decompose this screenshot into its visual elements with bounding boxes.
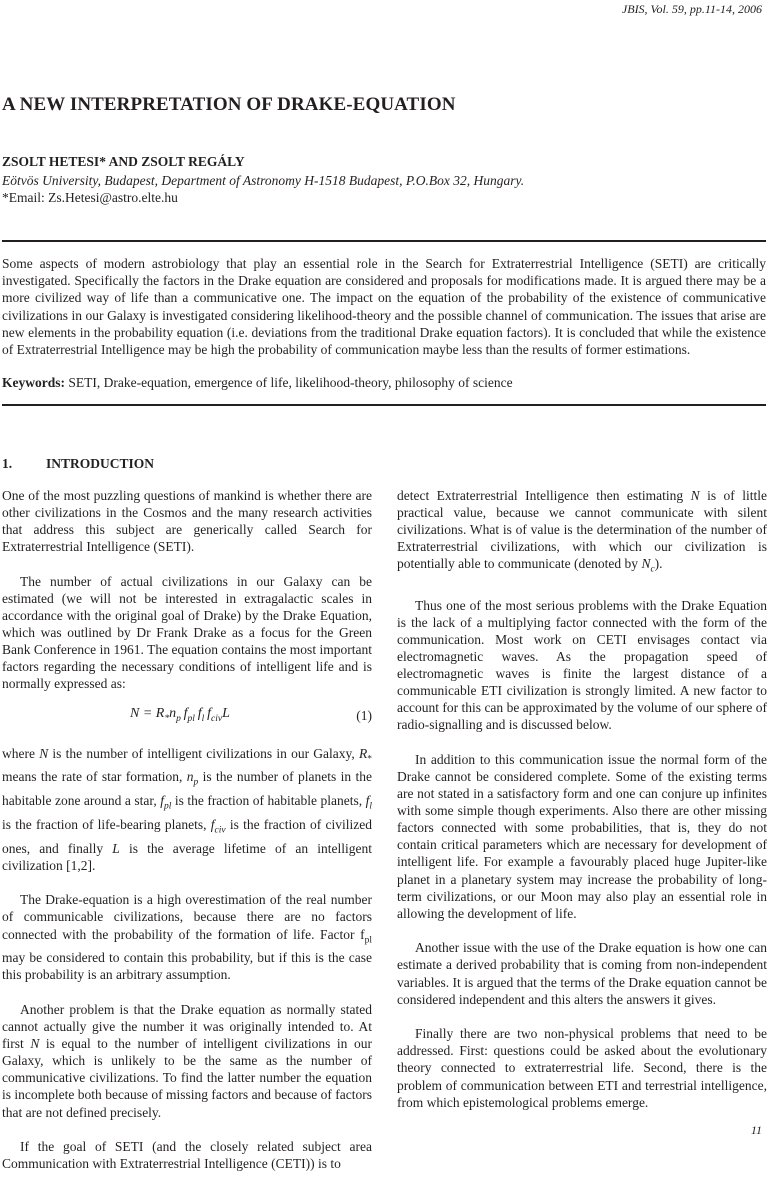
paragraph: Another problem is that the Drake equation as normally stated cannot actually give the number it was originally intended to. At first N is equal to the number of intelligent civilizations in our Galaxy, which is unlikely to be the same as the number of communicative civilizations. To find the latter number the equation is incomplete both because of missing factors and because of factors that are not defined precisely.: [2, 1002, 373, 1120]
right-column: [397, 487, 767, 1128]
paragraph: If the goal of SETI (and the closely related subject area Communication with Extraterrestrial Intelligence (CETI)) is to: [2, 1139, 372, 1172]
paragraph: One of the most puzzling questions of mankind is whether there are other civilizations in the Cosmos and the many research activities that address this subject are generically called Search for Extraterrestrial Intelligence (SETI).: [2, 488, 372, 555]
paragraph: where N is the number of intelligent civilizations in our Galaxy, $R_*$ means the rate of star formation, $n_p$ is the number of planets in the habitable zone around a star, $f_{pl}$ is the fraction of habitable planets, $f_l$ is the fraction of life-bearing planets, $f_{civ}$ is the fraction of civilized ones, and finally L is the average lifetime of an intelligent civilization [1,2].: [2, 745, 373, 873]
section-number: 1.: [2, 456, 13, 471]
paper-title: A NEW INTERPRETATION OF DRAKE-EQUATION: [2, 94, 456, 115]
journal-reference: JBIS, Vol. 59, pp.11-14, 2006: [621, 2, 762, 16]
authors: ZSOLT HETESI* AND ZSOLT REGÁLY: [2, 154, 245, 169]
paragraph: Finally there are two non-physical problems that need to be addressed. First: questions could be asked about the evolutionary theory connected to extraterrestrial life. Second, there is the problem of communication between ETI and terrestrial intelligence, from which epistemological problems emerge.: [397, 1026, 767, 1110]
affiliation: Eötvös University, Budapest, Department of Astronomy H-1518 Budapest, P.O.Box 32, Hungary.: [2, 173, 525, 188]
section-title: INTRODUCTION: [46, 456, 155, 471]
keywords-label: Keywords:: [2, 375, 65, 390]
abstract: Some aspects of modern astrobiology that play an essential role in the Search for Extraterrestrial Intelligence (SETI) are critically investigated. Specifically the factors in the Drake equation are considered and proposals for modifications made. It is argued there may be a more civilized way of life than a communicative one. The impact on the equation of the probability of the existence of communicative civilizations in our Galaxy is investigated considering likelihood-theory and the possible channel of communication. The issues that arise are new elements in the probability equation (i.e. deviations from the traditional Drake equation factors). It is concluded that while the existence of Extraterrestrial Intelligence may be high the probability of communication maybe less than the results of former estimations.: [2, 256, 766, 358]
page-number: 11: [750, 1123, 762, 1137]
paragraph: detect Extraterrestrial Intelligence then estimating N is of little practical value, because we cannot communicate with silent civilizations. What is of value is the determination of the number of Extraterrestrial civilizations, with which our civilization is potentially able to communicate (denoted by $N_c$).: [397, 488, 767, 576]
email: *Email: Zs.Hetesi@astro.elte.hu: [2, 190, 178, 205]
keywords: [2, 375, 766, 391]
equation-expression: $N = R_*n_p$ $f_{pl}$ $f_l$ $f_{civ}L$: [130, 705, 230, 724]
paragraph: The number of actual civilizations in our Galaxy can be estimated (we will not be interested in extragalactic scales in accordance with the original goal of Drake) by the Drake Equation, which was outlined by Dr Frank Drake as a focus for the Green Bank Conference in 1961. The equation contains the most important factors regarding the necessary conditions of intelligent life and is normally expressed as:: [2, 573, 372, 692]
keywords-text: SETI, Drake-equation, emergence of life, likelihood-theory, philosophy of science: [65, 375, 513, 390]
paragraph: Thus one of the most serious problems with the Drake Equation is the lack of a multiplying factor connected with the form of the communication. Most work on CETI envisages contact via electromagnetic waves. As the propagation speed of electromagnetic waves is finite the largest distance of a communicable ETI civilization is strongly limited. A new factor to account for this can be approximated by the volume of our sphere of radio-signalling and is discussed below.: [397, 597, 767, 733]
abstract-top-rule: [2, 240, 766, 242]
paragraph: Another issue with the use of the Drake equation is how one can estimate a derived probability that is coming from non-independent variables. It is argued that the terms of the Drake equation cannot be considered independent and this alters the answers it gives.: [397, 940, 767, 1007]
equation-number: (1): [356, 707, 372, 723]
paragraph: The Drake-equation is a high overestimation of the real number of communicable civilizations, because there are no factors connected with the probability of the formation of life. Factor $f_{pl}$ may be considered to contain this probability, but if this is the case this probability is an arbitrary assumption.: [2, 892, 372, 983]
left-column: [2, 487, 372, 1190]
abstract-bottom-rule: [2, 404, 766, 406]
drake-equation: [2, 703, 372, 731]
paragraph: In addition to this communication issue the normal form of the Drake cannot be considered complete. Some of the existing terms are not stated in a satisfactory form and one can conjure up infinites with some simple though experiments. Also there are other missing factors connected with some probabilities, that is, they do not contain critical parameters which are necessary for development of intelligent life. For example a favourably placed huge Jupiter-like planet in a planetary system may increase the probability of long-term civilizations, or our Moon may also play an essential role in allowing the development of life.: [397, 751, 767, 921]
section-heading: [2, 456, 154, 472]
